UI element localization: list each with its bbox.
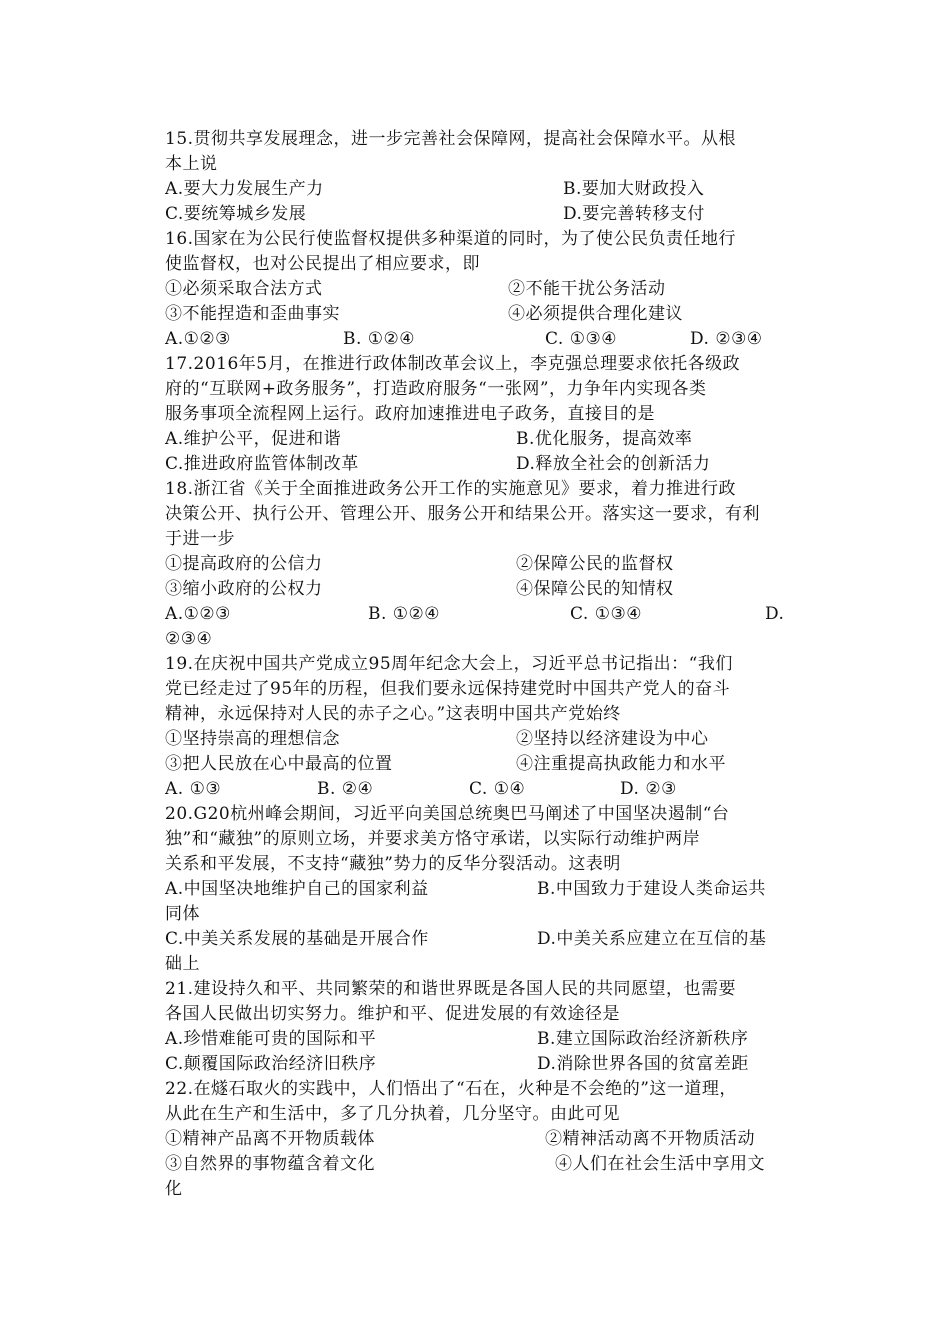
q15-stem-line1: 15.贯彻共享发展理念，进一步完善社会保障网，提高社会保障水平。从根 — [165, 129, 737, 149]
q18-option-d: D. — [765, 604, 785, 624]
q17-stem-line3: 服务事项全流程网上运行。政府加速推进电子政务，直接目的是 — [165, 404, 655, 424]
q18-option-c: C. ①③④ — [570, 604, 642, 624]
q18-statement-3: ③缩小政府的公权力 — [165, 579, 323, 599]
q21-stem-line2: 各国人民做出切实努力。维护和平、促进发展的有效途径是 — [165, 1004, 620, 1024]
q19-statement-1: ①坚持崇高的理想信念 — [165, 729, 340, 749]
q20-option-a: A.中国坚决地维护自己的国家利益 — [165, 879, 429, 899]
q19-stem-line2: 党已经走过了95年的历程，但我们要永远保持建党时中国共产党人的奋斗 — [165, 679, 731, 699]
q18-stem-line3: 于进一步 — [165, 529, 235, 549]
q15-option-d: D.要完善转移支付 — [563, 204, 705, 224]
q22-statement-2: ②精神活动离不开物质活动 — [545, 1129, 755, 1149]
q18-statement-1: ①提高政府的公信力 — [165, 554, 323, 574]
q16-stem-line2: 使监督权，也对公民提出了相应要求，即 — [165, 254, 480, 274]
q17-option-b: B.优化服务，提高效率 — [516, 429, 693, 449]
q17-stem-line1: 17.2016年5月，在推进行政体制改革会议上，李克强总理要求依托各级政 — [165, 354, 741, 374]
q21-option-b: B.建立国际政治经济新秩序 — [537, 1029, 749, 1049]
q19-option-c: C. ①④ — [469, 779, 526, 799]
q16-statement-3: ③不能捏造和歪曲事实 — [165, 304, 340, 324]
q21-option-d: D.消除世界各国的贫富差距 — [537, 1054, 749, 1074]
q20-stem-line2: 独”和“藏独”的原则立场，并要求美方恪守承诺，以实际行动维护两岸 — [165, 829, 701, 849]
q16-option-a: A.①②③ — [165, 329, 231, 349]
q15-option-b: B.要加大财政投入 — [563, 179, 705, 199]
q20-option-b-cont: 同体 — [165, 904, 200, 924]
q18-statement-2: ②保障公民的监督权 — [516, 554, 674, 574]
q20-stem-line1: 20.G20杭州峰会期间，习近平向美国总统奥巴马阐述了中国坚决遏制“台 — [165, 804, 730, 824]
q19-stem-line1: 19.在庆祝中国共产党成立95周年纪念大会上，习近平总书记指出：“我们 — [165, 654, 733, 674]
q15-stem-line2: 本上说 — [165, 154, 218, 174]
q19-stem-line3: 精神，永远保持对人民的赤子之心。”这表明中国共产党始终 — [165, 704, 621, 724]
q16-statement-2: ②不能干扰公务活动 — [508, 279, 666, 299]
q17-option-c: C.推进政府监管体制改革 — [165, 454, 359, 474]
q17-option-d: D.释放全社会的创新活力 — [516, 454, 711, 474]
q18-statement-4: ④保障公民的知情权 — [516, 579, 674, 599]
q15-option-c: C.要统筹城乡发展 — [165, 204, 307, 224]
q16-statement-4: ④必须提供合理化建议 — [508, 304, 683, 324]
q18-stem-line2: 决策公开、执行公开、管理公开、服务公开和结果公开。落实这一要求，有利 — [165, 504, 760, 524]
q15-option-a: A.要大力发展生产力 — [165, 179, 324, 199]
q18-option-a: A.①②③ — [165, 604, 231, 624]
q22-stem-line1: 22.在燧石取火的实践中，人们悟出了“石在，火种是不会绝的”这一道理， — [165, 1079, 737, 1099]
q20-stem-line3: 关系和平发展，不支持“藏独”势力的反华分裂活动。这表明 — [165, 854, 621, 874]
q18-option-d-cont: ②③④ — [165, 629, 213, 649]
q22-statement-4-cont: 化 — [165, 1179, 183, 1199]
q19-statement-4: ④注重提高执政能力和水平 — [516, 754, 726, 774]
q17-stem-line2: 府的“互联网+政务服务”，打造政府服务“一张网”，力争年内实现各类 — [165, 379, 707, 399]
q16-option-b: B. ①②④ — [343, 329, 416, 349]
q20-option-b: B.中国致力于建设人类命运共 — [537, 879, 766, 899]
q21-option-a: A.珍惜难能可贵的国际和平 — [165, 1029, 377, 1049]
q22-stem-line2: 从此在生产和生活中，多了几分执着，几分坚守。由此可见 — [165, 1104, 620, 1124]
q22-statement-3: ③自然界的事物蕴含着文化 — [165, 1154, 375, 1174]
q17-option-a: A.维护公平，促进和谐 — [165, 429, 342, 449]
q16-option-c: C. ①③④ — [545, 329, 617, 349]
q21-stem-line1: 21.建设持久和平、共同繁荣的和谐世界既是各国人民的共同愿望，也需要 — [165, 979, 737, 999]
q22-statement-4: ④人们在社会生活中享用文 — [555, 1154, 765, 1174]
q19-option-a: A. ①③ — [165, 779, 222, 799]
q18-option-b: B. ①②④ — [368, 604, 441, 624]
q16-stem-line1: 16.国家在为公民行使监督权提供多种渠道的同时，为了使公民负责任地行 — [165, 229, 737, 249]
q16-statement-1: ①必须采取合法方式 — [165, 279, 323, 299]
q19-option-b: B. ②④ — [317, 779, 374, 799]
q19-statement-3: ③把人民放在心中最高的位置 — [165, 754, 393, 774]
q18-stem-line1: 18.浙江省《关于全面推进政务公开工作的实施意见》要求，着力推进行政 — [165, 479, 737, 499]
q22-statement-1: ①精神产品离不开物质载体 — [165, 1129, 375, 1149]
q21-option-c: C.颠覆国际政治经济旧秩序 — [165, 1054, 377, 1074]
q19-option-d: D. ②③ — [620, 779, 677, 799]
q20-option-d-cont: 础上 — [165, 954, 200, 974]
q20-option-c: C.中美关系发展的基础是开展合作 — [165, 929, 429, 949]
q20-option-d: D.中美关系应建立在互信的基 — [537, 929, 767, 949]
q19-statement-2: ②坚持以经济建设为中心 — [516, 729, 709, 749]
q16-option-d: D. ②③④ — [690, 329, 763, 349]
